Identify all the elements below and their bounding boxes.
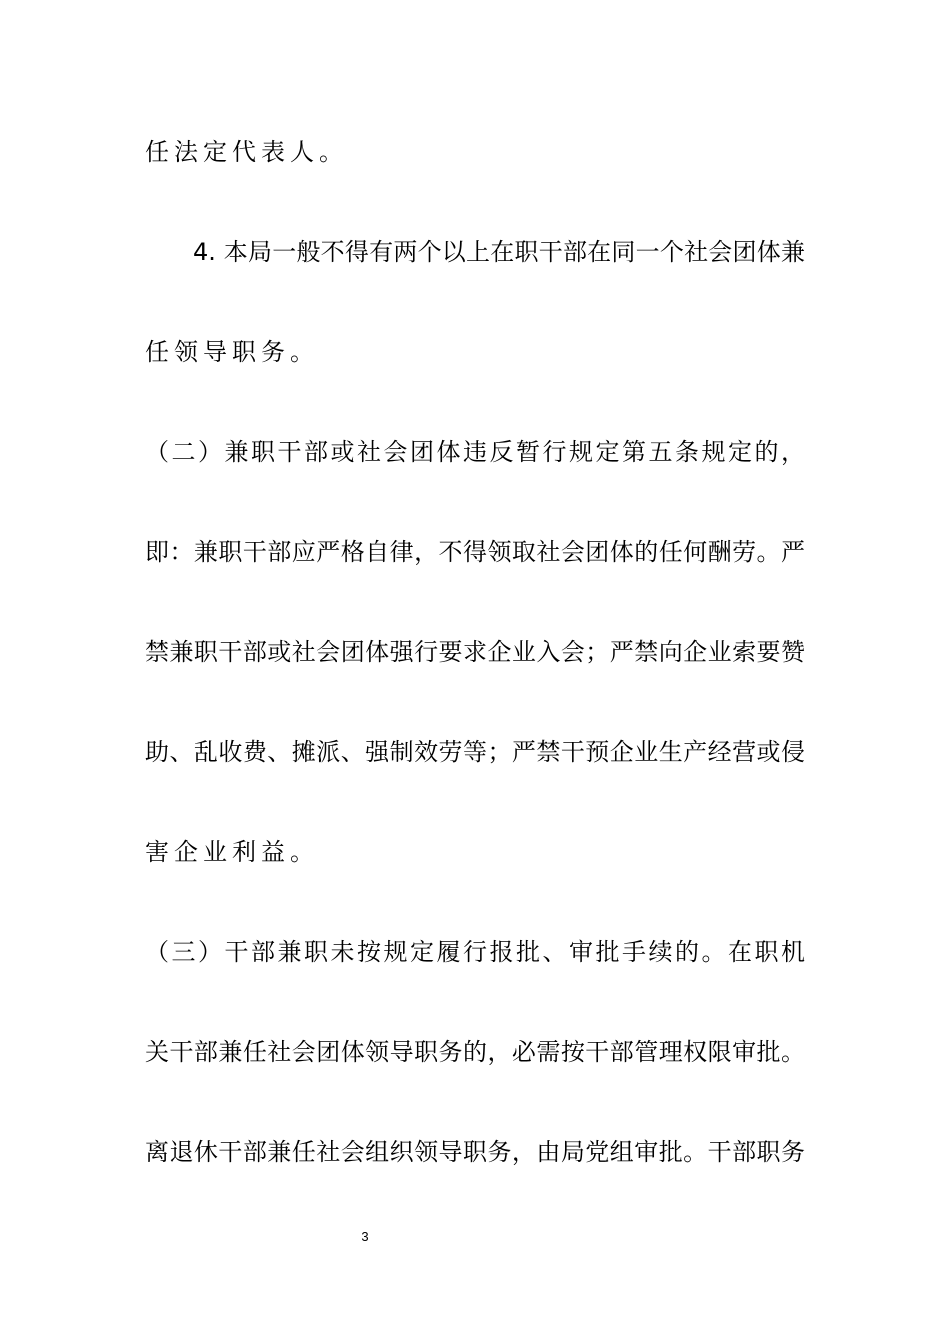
page-number: 3 xyxy=(361,1229,369,1244)
paragraph-line: 任领导职务。 xyxy=(145,338,319,366)
paragraph-line: 助、乱收费、摊派、强制效劳等；严禁干预企业生产经营或侵 xyxy=(145,738,805,766)
paragraph-line: （三）干部兼职未按规定履行报批、审批手续的。在职机 xyxy=(145,938,805,966)
paragraph-line: （二）兼职干部或社会团体违反暂行规定第五条规定的， xyxy=(145,438,805,466)
paragraph-line: 禁兼职干部或社会团体强行要求企业入会；严禁向企业索要赞 xyxy=(145,638,805,666)
paragraph-line: 4. 本局一般不得有两个以上在职干部在同一个社会团体兼 xyxy=(193,238,805,266)
paragraph-line: 任法定代表人。 xyxy=(145,138,348,166)
paragraph-line: 离退休干部兼任社会组织领导职务，由局党组审批。干部职务 xyxy=(145,1138,805,1166)
paragraph-line: 关干部兼任社会团体领导职务的，必需按干部管理权限审批。 xyxy=(145,1038,805,1066)
paragraph-line: 即：兼职干部应严格自律，不得领取社会团体的任何酬劳。严 xyxy=(145,538,805,566)
paragraph-line: 害企业利益。 xyxy=(145,838,319,866)
